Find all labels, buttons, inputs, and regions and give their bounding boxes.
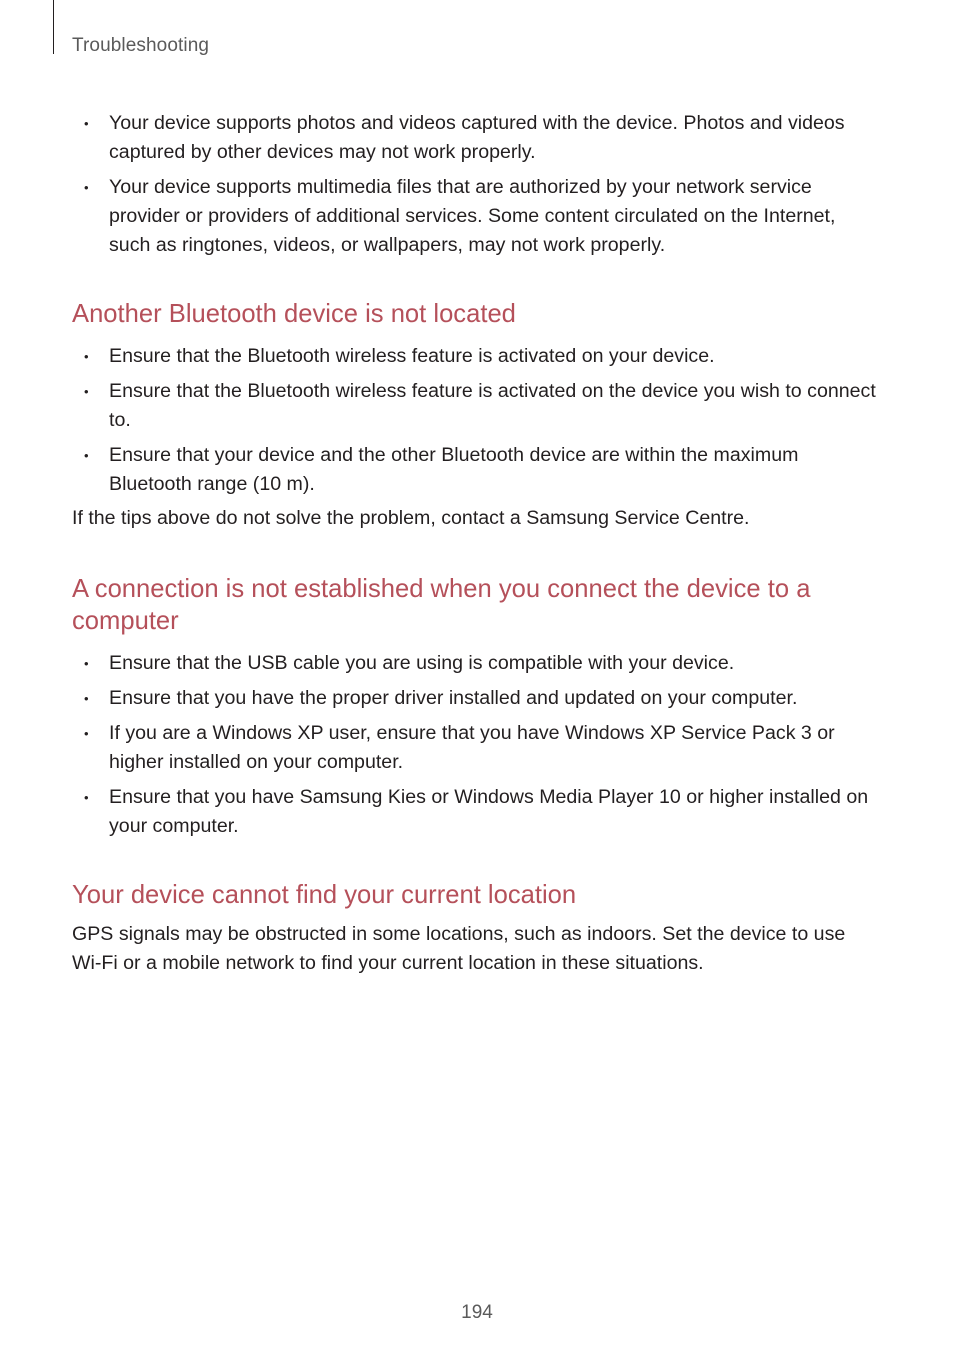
section-heading-computer-connection: A connection is not established when you connect the device to a computer (72, 575, 811, 635)
bullet-icon: • (84, 448, 89, 463)
section-heading-bluetooth: Another Bluetooth device is not located (72, 300, 516, 328)
list-item: • Ensure that the Bluetooth wireless feature is activated on the device you wish to connect to. (72, 377, 878, 435)
list-item: • Ensure that you have the proper driver installed and updated on your computer. (72, 684, 878, 713)
list-item: • Ensure that the Bluetooth wireless feature is activated on your device. (72, 342, 878, 371)
bullet-icon: • (84, 384, 89, 399)
list-item: • Ensure that your device and the other Bluetooth device are within the maximum Bluetooth range (10 m). (72, 441, 878, 499)
page-number: 194 (461, 1302, 493, 1323)
bullet-icon: • (84, 116, 89, 131)
list-item: • Ensure that the USB cable you are using is compatible with your device. (72, 649, 878, 678)
page-content (72, 109, 878, 978)
bullet-icon: • (84, 349, 89, 364)
section-heading-location: Your device cannot find your current location (72, 881, 577, 909)
bullet-icon: • (84, 790, 89, 805)
list-item: • If you are a Windows XP user, ensure that you have Windows XP Service Pack 3 or higher installed on your computer. (72, 719, 878, 777)
bluetooth-bullet-list (72, 342, 878, 499)
bluetooth-note: If the tips above do not solve the problem, contact a Samsung Service Centre. (72, 507, 750, 529)
header-rule (53, 0, 54, 54)
list-item: • Ensure that you have Samsung Kies or Windows Media Player 10 or higher installed on your computer. (72, 783, 878, 841)
intro-bullet-list (72, 109, 878, 260)
bullet-icon: • (84, 656, 89, 671)
list-item: • Your device supports photos and videos captured with the device. Photos and videos captured by other devices may not work properly. (72, 109, 878, 167)
bullet-icon: • (84, 691, 89, 706)
running-head: Troubleshooting (72, 35, 210, 56)
bullet-icon: • (84, 726, 89, 741)
location-body: GPS signals may be obstructed in some locations, such as indoors. Set the device to use Wi-Fi or a mobile network to find your current location in these situations. (72, 923, 846, 974)
computer-connection-bullet-list (72, 649, 878, 841)
bullet-icon: • (84, 180, 89, 195)
list-item: • Your device supports multimedia files that are authorized by your network service provider or providers of additional services. Some content circulated on the Internet, such as ringtones, videos, or wallpapers, may not work properly. (72, 173, 878, 260)
